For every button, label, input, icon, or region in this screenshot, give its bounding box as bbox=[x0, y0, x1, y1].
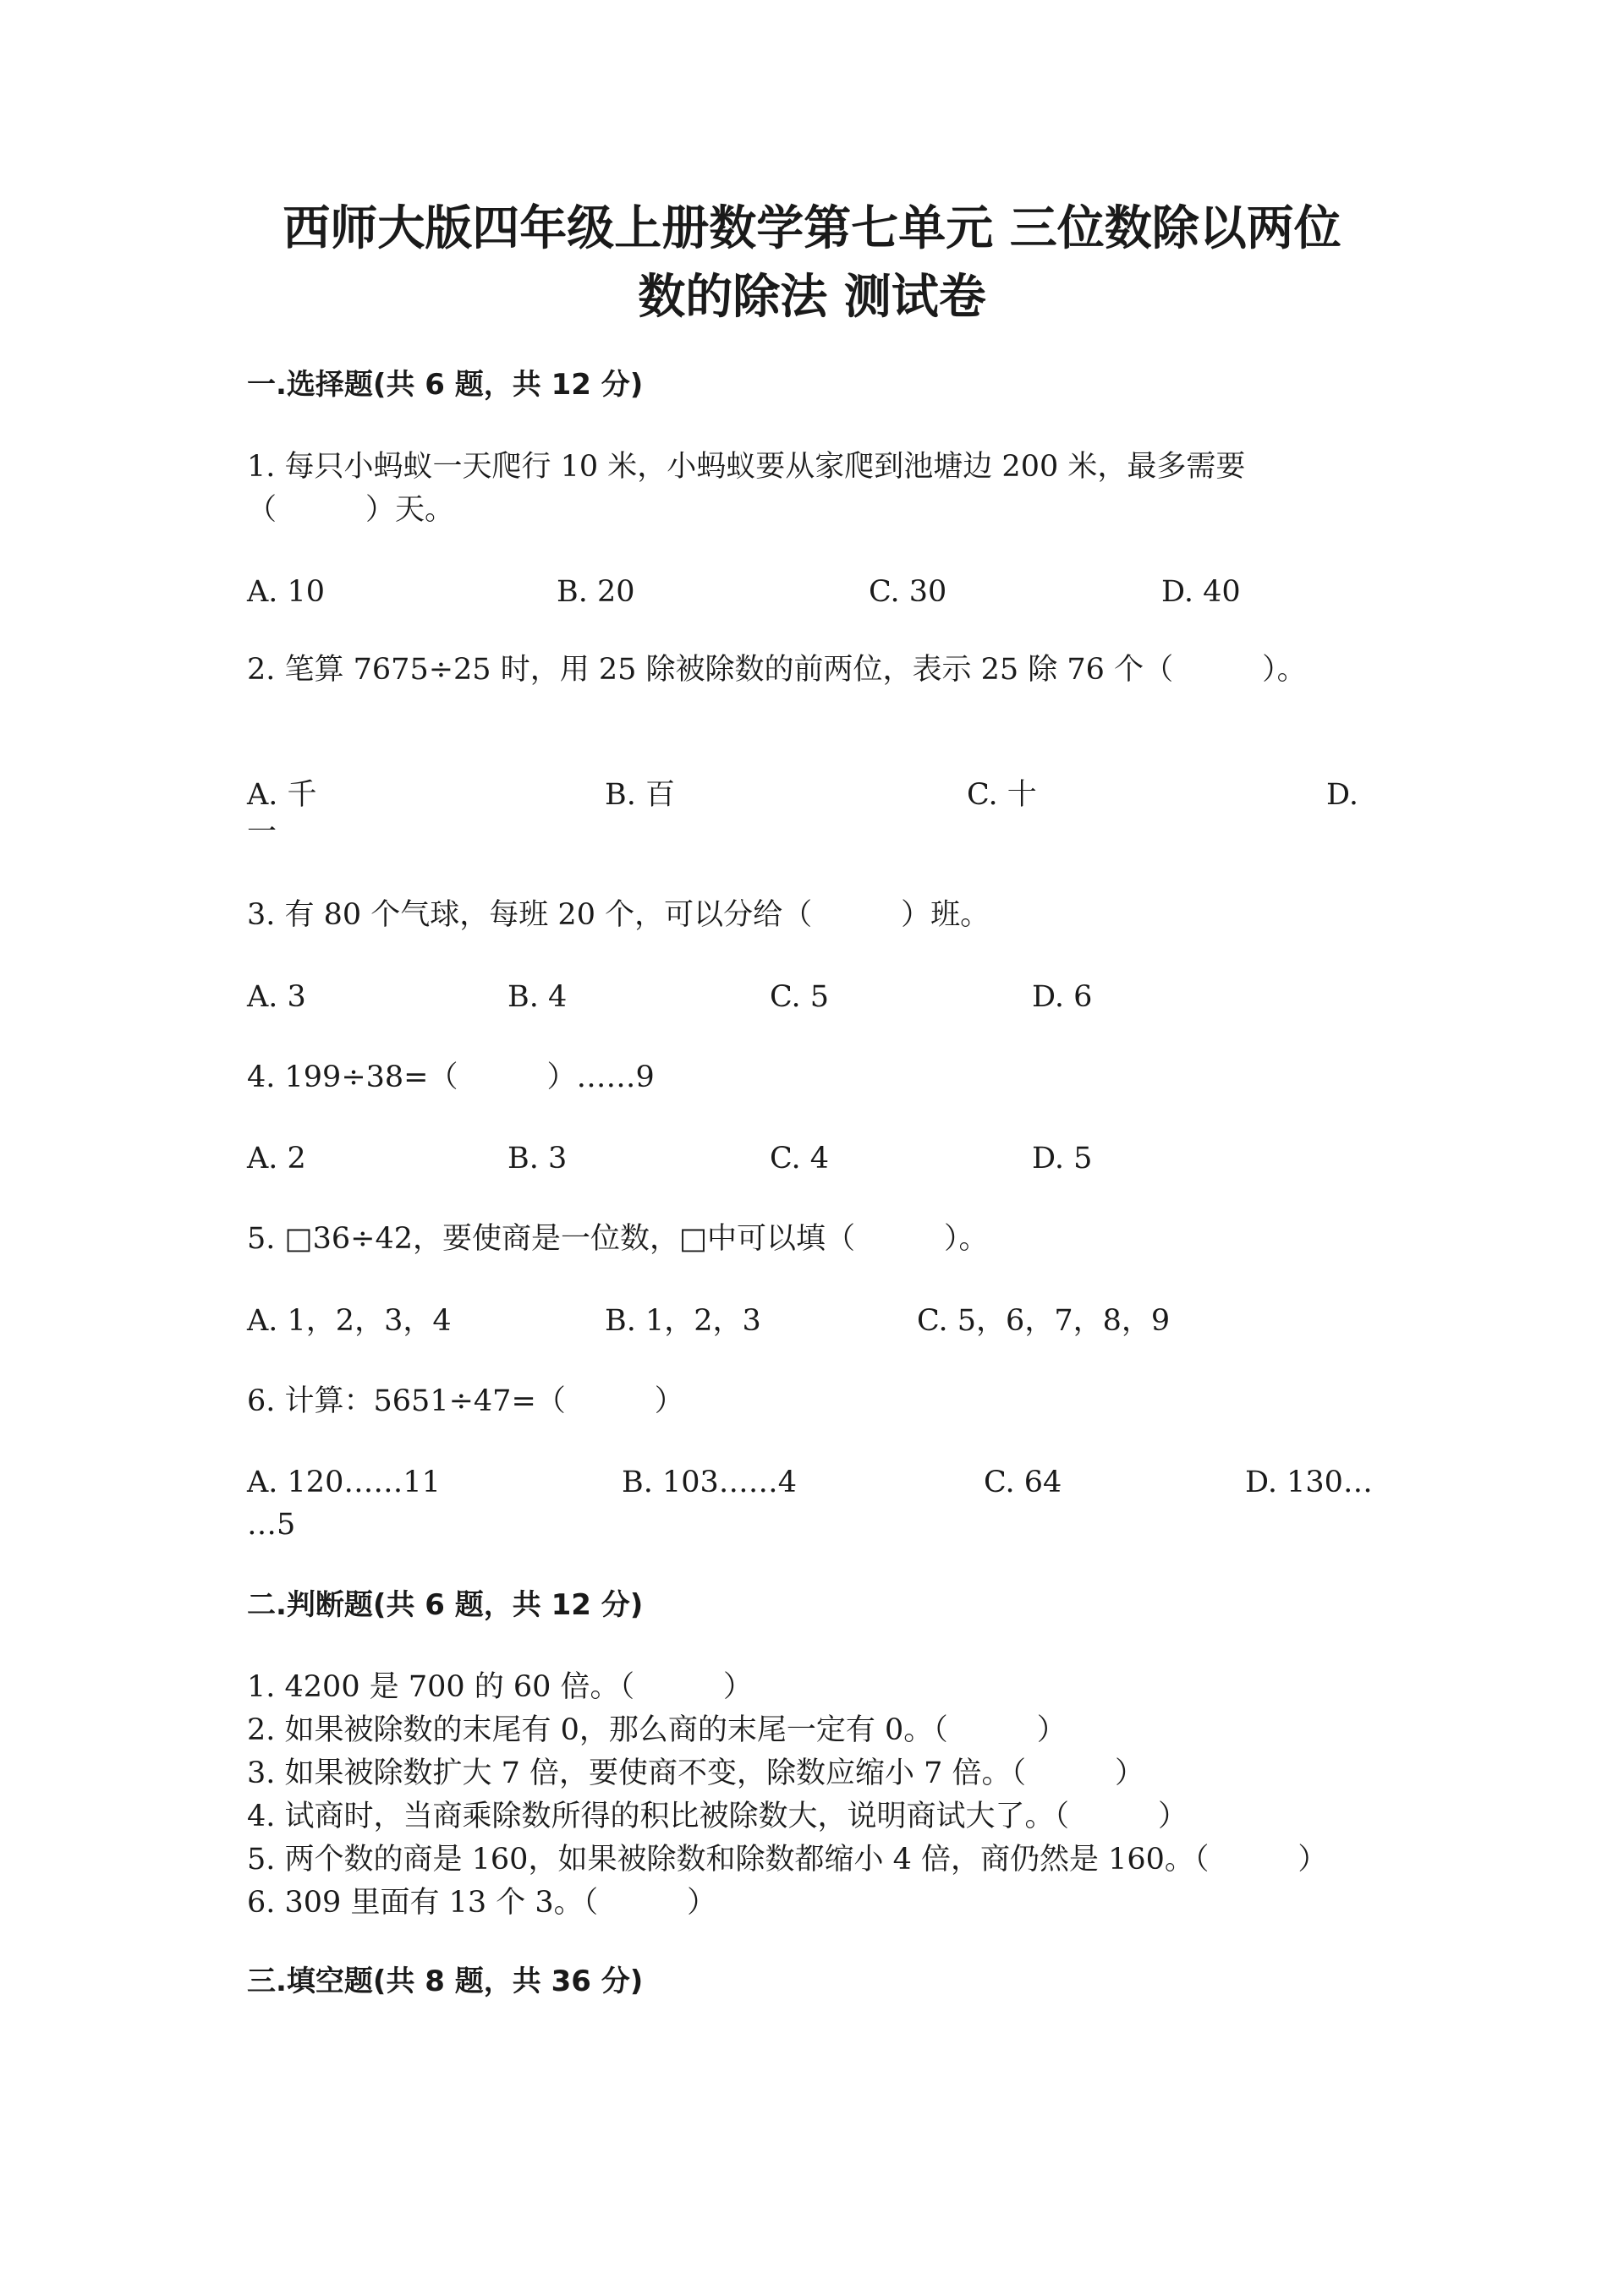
question-5-option-c: C. 5，6，7，8，9 bbox=[917, 1304, 1171, 1338]
question-2-option-d-wrap: 一 bbox=[247, 815, 277, 849]
question-4-option-b: B. 3 bbox=[508, 1142, 568, 1175]
question-2-option-c: C. 十 bbox=[967, 778, 1037, 812]
question-1-text: 1. 每只小蚂蚁一天爬行 10 米，小蚂蚁要从家爬到池塘边 200 米，最多需要 bbox=[247, 450, 1246, 484]
judge-item-6: 6. 309 里面有 13 个 3。（ ） bbox=[247, 1886, 717, 1920]
question-2-text: 2. 笔算 7675÷25 时，用 25 除被除数的前两位，表示 25 除 76 个（ ）。 bbox=[247, 653, 1307, 687]
question-3-option-b: B. 4 bbox=[508, 980, 568, 1014]
question-3-text: 3. 有 80 个气球，每班 20 个，可以分给（ ）班。 bbox=[247, 898, 990, 932]
question-5-text: 5. □36÷42，要使商是一位数，□中可以填（ ）。 bbox=[247, 1222, 989, 1256]
question-6-option-d: D. 130… bbox=[1245, 1466, 1373, 1499]
question-6-option-d-wrap: …5 bbox=[247, 1508, 296, 1542]
question-6-option-a: A. 120……11 bbox=[247, 1466, 441, 1499]
question-2-option-a: A. 千 bbox=[247, 778, 317, 812]
question-2-option-b: B. 百 bbox=[605, 778, 675, 812]
question-4-text: 4. 199÷38=（ ）……9 bbox=[247, 1060, 655, 1094]
question-5-option-a: A. 1，2，3，4 bbox=[247, 1304, 452, 1338]
question-6-option-b: B. 103……4 bbox=[622, 1466, 798, 1499]
question-1-text-wrap: （ ）天。 bbox=[247, 493, 455, 527]
judge-item-3: 3. 如果被除数扩大 7 倍，要使商不变，除数应缩小 7 倍。（ ） bbox=[247, 1756, 1145, 1790]
question-4-option-c: C. 4 bbox=[770, 1142, 830, 1175]
judge-item-4: 4. 试商时，当商乘除数所得的积比被除数大，说明商试大了。（ ） bbox=[247, 1800, 1188, 1833]
question-5-option-b: B. 1，2，3 bbox=[605, 1304, 761, 1338]
question-1-option-b: B. 20 bbox=[557, 575, 635, 609]
judge-item-2: 2. 如果被除数的末尾有 0，那么商的末尾一定有 0。（ ） bbox=[247, 1713, 1067, 1747]
question-4-option-d: D. 5 bbox=[1032, 1142, 1093, 1175]
section-heading-fill: 三.填空题(共 8 题，共 36 分) bbox=[247, 1964, 644, 1998]
question-3-option-d: D. 6 bbox=[1032, 980, 1093, 1014]
question-3-option-a: A. 3 bbox=[247, 980, 306, 1014]
question-1-option-c: C. 30 bbox=[869, 575, 947, 609]
question-3-option-c: C. 5 bbox=[770, 980, 830, 1014]
page-title-line1: 西师大版四年级上册数学第七单元 三位数除以两位 bbox=[283, 201, 1341, 256]
question-1-option-d: D. 40 bbox=[1161, 575, 1241, 609]
question-4-option-a: A. 2 bbox=[247, 1142, 306, 1175]
page-title-line2: 数的除法 测试卷 bbox=[638, 270, 986, 325]
question-1-option-a: A. 10 bbox=[247, 575, 326, 609]
question-2-option-d: D. bbox=[1326, 778, 1358, 812]
section-heading-judge: 二.判断题(共 6 题，共 12 分) bbox=[247, 1588, 644, 1622]
judge-item-1: 1. 4200 是 700 的 60 倍。（ ） bbox=[247, 1670, 754, 1704]
section-heading-choice: 一.选择题(共 6 题，共 12 分) bbox=[247, 368, 644, 402]
question-6-text: 6. 计算：5651÷47=（ ） bbox=[247, 1384, 684, 1418]
question-6-option-c: C. 64 bbox=[984, 1466, 1062, 1499]
judge-item-5: 5. 两个数的商是 160，如果被除数和除数都缩小 4 倍，商仍然是 160。（ ） bbox=[247, 1843, 1328, 1877]
